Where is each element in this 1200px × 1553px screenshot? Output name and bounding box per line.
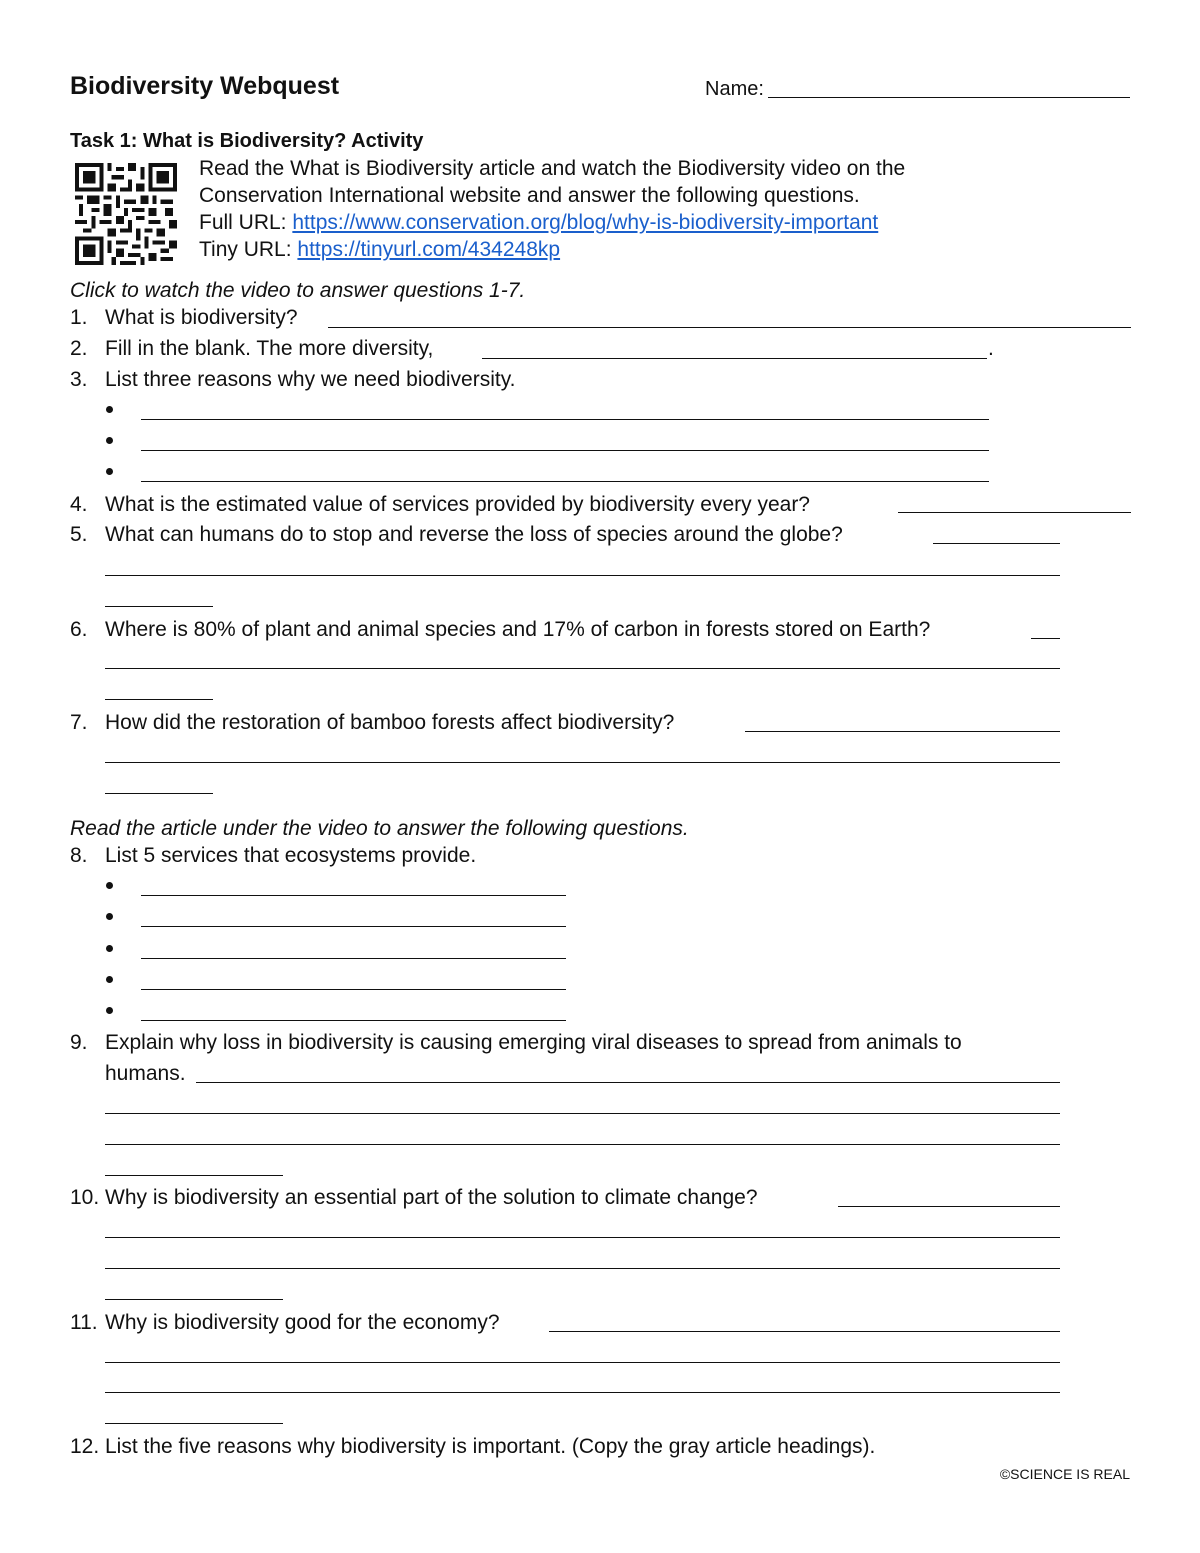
q2-period: . [988,337,994,360]
q4-number: 4. [70,493,88,516]
q3-answer-line[interactable] [141,419,989,420]
q1-text: What is biodiversity? [105,306,298,329]
q11-answer-line[interactable] [549,1331,1060,1332]
q3-answer-line[interactable] [141,481,989,482]
q5-number: 5. [70,523,88,546]
q11-text: Why is biodiversity good for the economy? [105,1311,500,1334]
q6-answer-line[interactable] [105,668,1060,669]
q7-answer-line[interactable] [105,762,1060,763]
task-heading: Task 1: What is Biodiversity? Activity [70,130,424,152]
q9-answer-line[interactable] [196,1082,1060,1083]
q8-answer-line[interactable] [141,958,566,959]
q5-answer-line[interactable] [105,606,213,607]
q2-number: 2. [70,337,88,360]
bullet-icon [106,1007,113,1014]
q9-answer-line[interactable] [105,1144,1060,1145]
intro-line-2: Conservation International website and answer the following questions. [199,184,860,207]
q10-answer-line[interactable] [838,1206,1060,1207]
q10-answer-line[interactable] [105,1237,1060,1238]
q6-text: Where is 80% of plant and animal species and 17% of carbon in forests stored on Earth? [105,618,931,641]
q5-text: What can humans do to stop and reverse the loss of species around the globe? [105,523,843,546]
bullet-icon [106,406,113,413]
bullet-icon [106,913,113,920]
bullet-icon [106,976,113,983]
q3-answer-line[interactable] [141,450,989,451]
q6-number: 6. [70,618,88,641]
q7-number: 7. [70,711,88,734]
q9-text-line2: humans. [105,1062,186,1085]
tiny-url-link[interactable]: https://tinyurl.com/434248kp [297,238,561,261]
bullet-icon [106,437,113,444]
q9-text: Explain why loss in biodiversity is causing emerging viral diseases to spread from animals to [105,1031,962,1054]
q3-text: List three reasons why we need biodiversity. [105,368,516,391]
intro-line-1: Read the What is Biodiversity article and watch the Biodiversity video on the [199,157,906,180]
q9-number: 9. [70,1031,88,1054]
name-label: Name: [705,78,764,100]
q6-answer-line[interactable] [105,699,213,700]
name-field[interactable] [768,97,1130,98]
q7-text: How did the restoration of bamboo forests affect biodiversity? [105,711,675,734]
full-url-label: Full URL: [199,211,293,234]
q12-text: List the five reasons why biodiversity is important. (Copy the gray article headings). [105,1435,876,1458]
q8-answer-line[interactable] [141,1020,566,1021]
q2-text: Fill in the blank. The more diversity, [105,337,434,360]
q5-answer-line[interactable] [105,575,1060,576]
q8-number: 8. [70,844,88,867]
q11-answer-line[interactable] [105,1392,1060,1393]
q12-number: 12. [70,1435,100,1458]
q7-answer-line[interactable] [105,793,213,794]
q1-answer-line[interactable] [328,327,1131,328]
q3-number: 3. [70,368,88,391]
full-url-link[interactable]: https://www.conservation.org/blog/why-is-biodiversity-important [292,211,879,234]
q8-text: List 5 services that ecosystems provide. [105,844,477,867]
q9-answer-line[interactable] [105,1113,1060,1114]
q2-answer-line[interactable] [482,358,987,359]
full-url-row [199,211,878,235]
q4-text: What is the estimated value of services provided by biodiversity every year? [105,493,810,516]
bullet-icon [106,468,113,475]
q11-answer-line[interactable] [105,1423,283,1424]
q9-answer-line[interactable] [105,1175,283,1176]
q8-answer-line[interactable] [141,989,566,990]
section2-instruction: Read the article under the video to answer the following questions. [70,817,689,840]
qr-code-icon[interactable] [75,163,177,265]
q1-number: 1. [70,306,88,329]
q6-answer-line[interactable] [1031,638,1060,639]
copyright-footer: ©SCIENCE IS REAL [999,1466,1130,1482]
tiny-url-row [199,238,560,262]
q10-number: 10. [70,1186,100,1209]
q8-answer-line[interactable] [141,895,566,896]
q8-answer-line[interactable] [141,926,566,927]
q10-answer-line[interactable] [105,1268,1060,1269]
bullet-icon [106,882,113,889]
q5-answer-line[interactable] [933,543,1060,544]
q10-answer-line[interactable] [105,1299,283,1300]
q10-text: Why is biodiversity an essential part of the solution to climate change? [105,1186,758,1209]
tiny-url-label: Tiny URL: [199,238,298,261]
q11-answer-line[interactable] [105,1362,1060,1363]
q4-answer-line[interactable] [898,512,1131,513]
q7-answer-line[interactable] [745,731,1060,732]
page-title: Biodiversity Webquest [70,72,340,100]
q11-number: 11. [70,1311,98,1334]
bullet-icon [106,945,113,952]
section1-instruction: Click to watch the video to answer questions 1-7. [70,279,526,302]
